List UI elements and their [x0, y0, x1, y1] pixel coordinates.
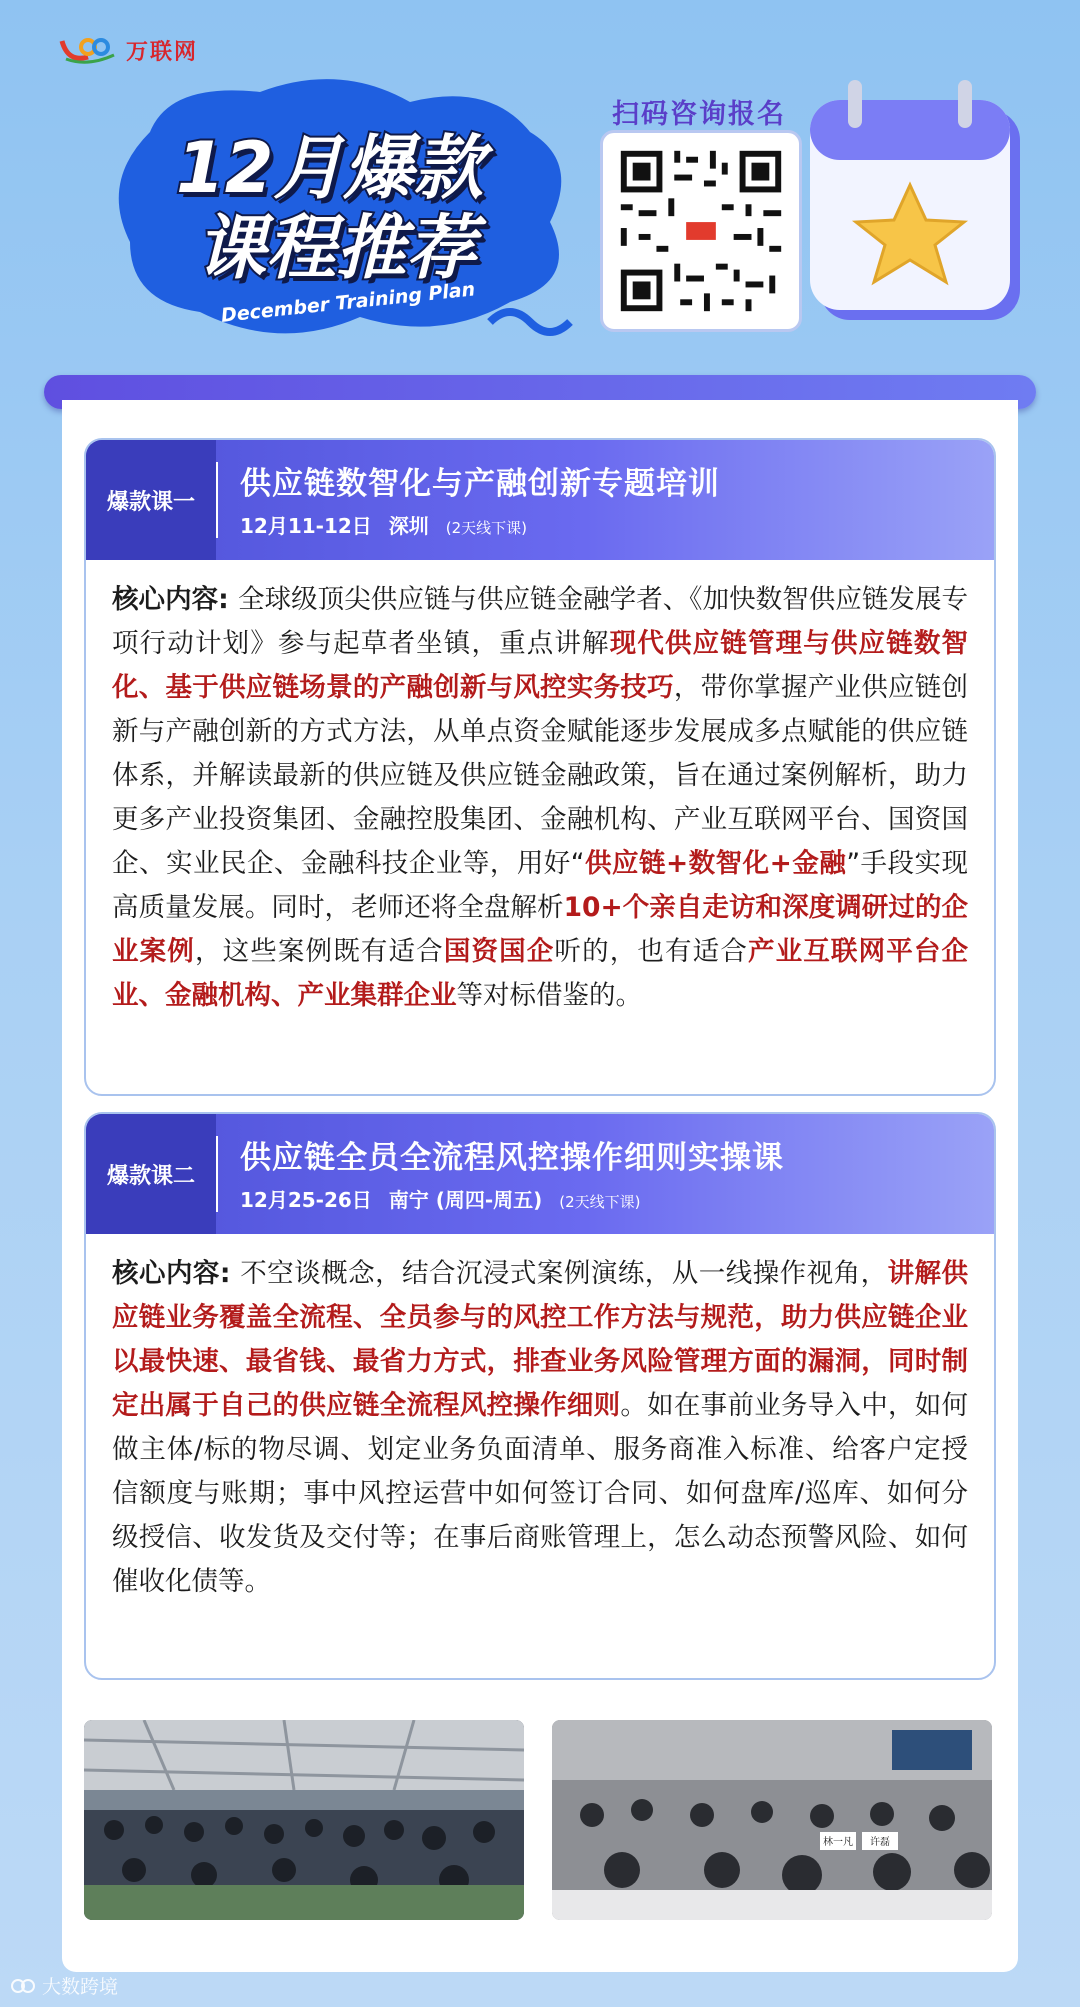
classroom-photo-icon [84, 1720, 524, 1920]
course-place: 深圳 [388, 514, 429, 538]
course-tag: 爆款课一 [86, 440, 216, 560]
headline-subtitle: December Training Plan [220, 278, 477, 327]
classroom-photo-icon [552, 1720, 992, 1920]
description-text: 不空谈概念，结合沉浸式案例演练，从一线操作视角，讲解供应链业务覆盖全流程、全员参与的风控工作方法与规范，助力供应链企业以最快速、最省钱、最省力方式，排查业务风险管理方面的漏洞，同时制定出属于自己的供应链全流程风控操作细则。如在事前业务导入中，如何做主体/标的物尽调、划定业务负面清单、服务商准入标准、给客户定授信额度与账期；事中风控运营中如何签订合同、如何盘库/巡库、如何分级授信、收发货及交付等；在事后商账管理上，怎么动态预警风险、如何催收化债等。 [112, 1258, 969, 1597]
course-title[interactable]: 供应链全员全流程风控操作细则实操课 [240, 1140, 784, 1176]
name-sign: 许磊 [870, 1837, 890, 1848]
course-description [86, 560, 994, 1038]
course-header [86, 440, 994, 560]
qr-label: 扫码咨询报名 [612, 99, 786, 130]
course-description [86, 1234, 994, 1624]
course-format: (2天线下课) [559, 1193, 641, 1211]
course-card-2 [84, 1112, 996, 1680]
course-meta [240, 1184, 641, 1213]
course-date: 12月25-26日 [240, 1188, 372, 1212]
core-content-label: 核心内容: [112, 1258, 241, 1289]
name-sign: 林一凡 [823, 1837, 853, 1848]
headline-line-2: 课程推荐 [196, 207, 476, 289]
course-meta [240, 510, 527, 539]
wanlian-logo-icon [58, 33, 118, 67]
course-tag: 爆款课二 [86, 1114, 216, 1234]
course-date: 12月11-12日 [240, 514, 372, 538]
watermark-logo-icon [10, 1978, 36, 1994]
classroom-photo-1[interactable] [84, 1720, 524, 1920]
brand-name: 万联网 [126, 39, 199, 65]
course-card-1 [84, 438, 996, 1096]
watermark [10, 1972, 118, 1999]
classroom-photo-2[interactable] [552, 1720, 992, 1920]
core-content-label: 核心内容: [112, 584, 239, 615]
description-text: 全球级顶尖供应链与供应链金融学者、《加快数智供应链发展专项行动计划》参与起草者坐镇，重点讲解现代供应链管理与供应链数智化、基于供应链场景的产融创新与风控实务技巧，带你掌握产业供应链创新与产融创新的方式方法，从单点资金赋能逐步发展成多点赋能的供应链体系，并解读最新的供应链及供应链金融政策，旨在通过案例解析，助力更多产业投资集团、金融控股集团、金融机构、产业互联网平台、国资国企、实业民企、金融科技企业等，用好“供应链+数智化+金融”手段实现高质量发展。同时，老师还将全盘解析10+个亲自走访和深度调研过的企业案例，这些案例既有适合国资国企听的，也有适合产业互联网平台企业、金融机构、产业集群企业等对标借鉴的。 [112, 584, 969, 1011]
course-format: (2天线下课) [445, 519, 527, 537]
watermark-text: 大数跨境 [42, 1976, 119, 1998]
headline-line-1: 12月爆款 [176, 127, 484, 209]
course-title[interactable]: 供应链数智化与产融创新专题培训 [240, 466, 720, 502]
course-place: 南宁 (周四-周五) [388, 1188, 543, 1212]
signup-qr-code[interactable] [600, 130, 802, 332]
calendar-star-icon [800, 70, 1040, 340]
qr-code-icon [603, 133, 799, 329]
brand-logo[interactable] [58, 28, 198, 72]
course-header [86, 1114, 994, 1234]
